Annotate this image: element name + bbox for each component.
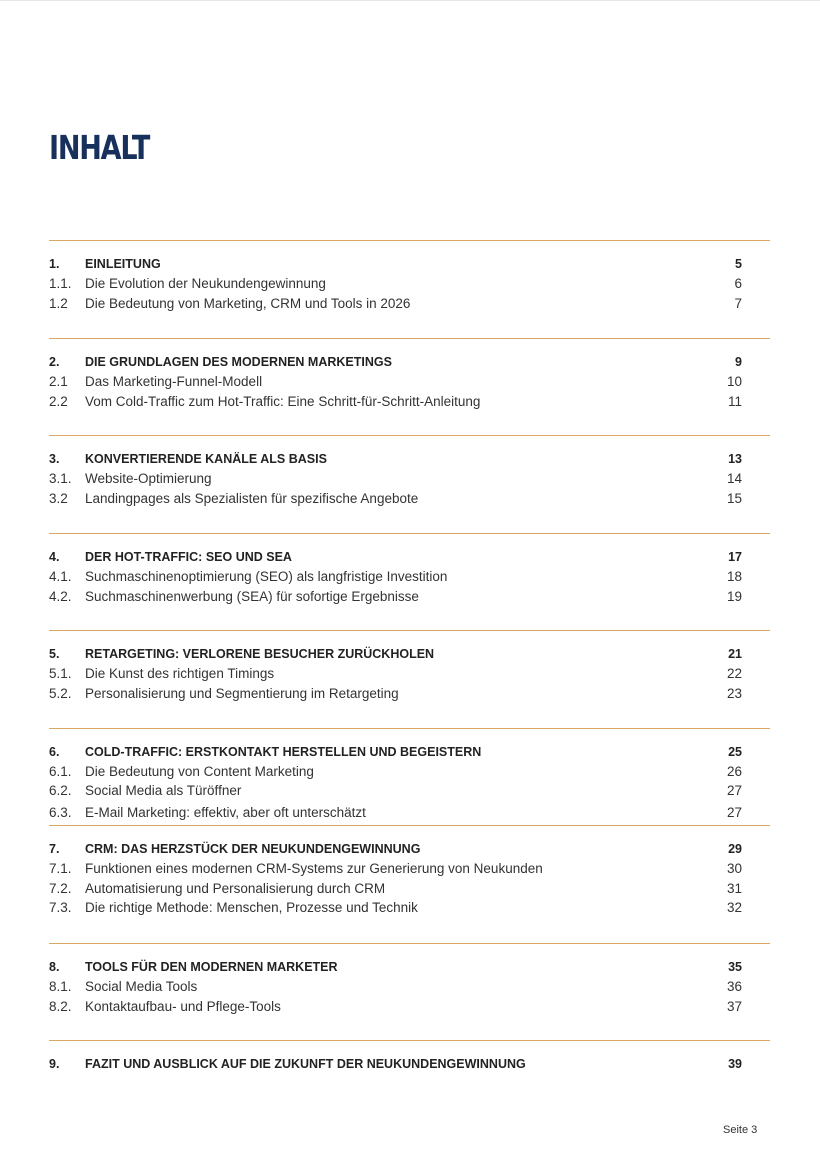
toc-subsection-row[interactable]: [49, 977, 770, 997]
toc-entry-number: 9.: [49, 1057, 60, 1071]
toc-section: [49, 1040, 770, 1101]
toc-chapter-row[interactable]: [49, 839, 770, 859]
toc-subsection-row[interactable]: [49, 372, 770, 392]
toc-entry-title: RETARGETING: VERLORENE BESUCHER ZURÜCKHOLEN: [85, 647, 435, 661]
toc-entry-number: 2.2: [49, 394, 68, 409]
toc-entry-number: 3.1.: [49, 471, 72, 486]
toc-subsection-row[interactable]: [49, 664, 770, 684]
toc-entry-number: 6.1.: [49, 764, 72, 779]
toc-entry-title: Kontaktaufbau- und Pflege-Tools: [85, 999, 281, 1014]
toc-entry-title: EINLEITUNG: [85, 257, 161, 271]
toc-subsection-row[interactable]: [49, 684, 770, 704]
toc-entry-page: 6: [734, 276, 742, 291]
toc-entry-number: 6.2.: [49, 783, 72, 798]
toc-entry-number: 6.3.: [49, 805, 72, 820]
toc-subsection-row[interactable]: [49, 469, 770, 489]
toc-entry-number: 2.1: [49, 374, 68, 389]
toc-entry-number: 4.: [49, 550, 60, 564]
toc-entry-page: 15: [726, 491, 742, 506]
toc-entry-number: 4.2.: [49, 589, 72, 604]
toc-subsection-row[interactable]: [49, 392, 770, 412]
toc-entry-title: Funktionen eines modernen CRM-Systems zur Generierung von Neukunden: [85, 861, 543, 876]
toc-entry-title: Social Media Tools: [85, 979, 198, 994]
toc-entry-title: Suchmaschinenwerbung (SEA) für sofortige Ergebnisse: [85, 589, 419, 604]
toc-subsection-row[interactable]: [49, 489, 770, 509]
toc-entry-page: 17: [728, 550, 742, 564]
toc-subsection-row[interactable]: [49, 781, 770, 801]
toc-entry-page: 31: [726, 881, 742, 896]
toc-entry-title: COLD-TRAFFIC: ERSTKONTAKT HERSTELLEN UND BEGEISTERN: [85, 745, 482, 759]
toc-section: [49, 338, 770, 435]
toc-entry-number: 8.: [49, 960, 60, 974]
toc-entry-title: E-Mail Marketing: effektiv, aber oft unterschätzt: [85, 805, 366, 820]
toc-entry-page: 7: [734, 296, 742, 311]
toc-entry-number: 1.1.: [49, 276, 72, 291]
toc-entry-page: 21: [728, 647, 742, 661]
toc-entry-page: 26: [726, 764, 742, 779]
toc-section: [49, 240, 770, 338]
page-title: INHALT: [49, 128, 150, 167]
toc-entry-number: 1.2: [49, 296, 68, 311]
toc-entry-number: 3.2: [49, 491, 68, 506]
toc-entry-page: 27: [726, 783, 742, 798]
toc-entry-page: 30: [726, 861, 742, 876]
toc-entry-number: 8.1.: [49, 979, 72, 994]
toc-section: [49, 630, 770, 728]
toc-entry-number: 4.1.: [49, 569, 72, 584]
toc-subsection-row[interactable]: [49, 587, 770, 607]
toc-entry-title: Social Media als Türöffner: [85, 783, 242, 798]
toc-chapter-row[interactable]: [49, 352, 770, 372]
toc-subsection-row[interactable]: [49, 898, 770, 918]
toc-entry-number: 5.: [49, 647, 60, 661]
page-top-edge: [0, 0, 820, 1]
toc-entry-number: 5.2.: [49, 686, 72, 701]
toc-subsection-row[interactable]: [49, 274, 770, 294]
toc-entry-title: Automatisierung und Personalisierung durch CRM: [85, 881, 386, 896]
toc-entry-number: 6.: [49, 745, 60, 759]
toc-entry-number: 8.2.: [49, 999, 72, 1014]
toc-entry-page: 25: [728, 745, 742, 759]
toc-section: [49, 943, 770, 1040]
toc-chapter-row[interactable]: [49, 957, 770, 977]
toc-entry-number: 1.: [49, 257, 60, 271]
toc-entry-page: 27: [726, 805, 742, 820]
toc-chapter-row[interactable]: [49, 547, 770, 567]
toc-chapter-row[interactable]: [49, 254, 770, 274]
toc-chapter-row[interactable]: [49, 644, 770, 664]
toc-entry-title: DIE GRUNDLAGEN DES MODERNEN MARKETINGS: [85, 355, 392, 369]
toc-entry-page: 23: [726, 686, 742, 701]
toc-entry-page: 18: [726, 569, 742, 584]
toc-entry-number: 5.1.: [49, 666, 72, 681]
toc-subsection-row[interactable]: [49, 997, 770, 1017]
toc-entry-page: 5: [735, 257, 742, 271]
toc-chapter-row[interactable]: [49, 1054, 770, 1074]
toc-section: [49, 533, 770, 630]
toc-entry-page: 36: [726, 979, 742, 994]
toc-entry-number: 3.: [49, 452, 60, 466]
toc-entry-number: 7.3.: [49, 900, 72, 915]
toc-entry-title: Die richtige Methode: Menschen, Prozesse und Technik: [85, 900, 418, 915]
toc-entry-title: FAZIT UND AUSBLICK AUF DIE ZUKUNFT DER NEUKUNDENGEWINNUNG: [85, 1057, 526, 1071]
toc-subsection-row[interactable]: [49, 803, 770, 823]
toc-subsection-row[interactable]: [49, 567, 770, 587]
toc-entry-number: 7.1.: [49, 861, 72, 876]
toc-chapter-row[interactable]: [49, 742, 770, 762]
toc-entry-page: 37: [726, 999, 742, 1014]
toc-entry-number: 7.2.: [49, 881, 72, 896]
toc-entry-title: Website-Optimierung: [85, 471, 212, 486]
toc-subsection-row[interactable]: [49, 762, 770, 782]
toc-entry-title: Landingpages als Spezialisten für spezifische Angebote: [85, 491, 419, 506]
toc-subsection-row[interactable]: [49, 859, 770, 879]
toc-entry-page: 35: [728, 960, 742, 974]
toc-subsection-row[interactable]: [49, 294, 770, 314]
toc-entry-page: 32: [726, 900, 742, 915]
toc-entry-page: 19: [726, 589, 742, 604]
toc-entry-title: Die Bedeutung von Marketing, CRM und Tools in 2026: [85, 296, 411, 311]
table-of-contents: [49, 240, 770, 1101]
toc-entry-page: 11: [727, 394, 742, 409]
toc-entry-page: 22: [726, 666, 742, 681]
toc-entry-title: Die Bedeutung von Content Marketing: [85, 764, 314, 779]
toc-entry-page: 10: [726, 374, 742, 389]
toc-entry-title: Vom Cold-Traffic zum Hot-Traffic: Eine Schritt-für-Schritt-Anleitung: [85, 394, 481, 409]
toc-entry-title: Personalisierung und Segmentierung im Retargeting: [85, 686, 399, 701]
toc-entry-title: Die Evolution der Neukundengewinnung: [85, 276, 326, 291]
toc-section: [49, 825, 770, 943]
toc-entry-title: TOOLS FÜR DEN MODERNEN MARKETER: [85, 960, 338, 974]
toc-subsection-row[interactable]: [49, 879, 770, 899]
toc-entry-page: 29: [728, 842, 742, 856]
toc-entry-title: Das Marketing-Funnel-Modell: [85, 374, 263, 389]
page-number-footer: Seite 3: [723, 1124, 758, 1136]
toc-entry-title: DER HOT-TRAFFIC: SEO UND SEA: [85, 550, 292, 564]
toc-entry-page: 14: [726, 471, 742, 486]
toc-entry-title: Die Kunst des richtigen Timings: [85, 666, 275, 681]
toc-entry-number: 7.: [49, 842, 60, 856]
toc-entry-title: Suchmaschinenoptimierung (SEO) als langfristige Investition: [85, 569, 448, 584]
toc-entry-page: 9: [735, 355, 742, 369]
toc-chapter-row[interactable]: [49, 449, 770, 469]
toc-entry-title: KONVERTIERENDE KANÄLE ALS BASIS: [85, 452, 327, 466]
toc-entry-page: 13: [728, 452, 742, 466]
toc-section: [49, 435, 770, 533]
toc-section: [49, 728, 770, 825]
toc-entry-title: CRM: DAS HERZSTÜCK DER NEUKUNDENGEWINNUNG: [85, 842, 421, 856]
toc-entry-page: 39: [728, 1057, 742, 1071]
toc-entry-number: 2.: [49, 355, 60, 369]
